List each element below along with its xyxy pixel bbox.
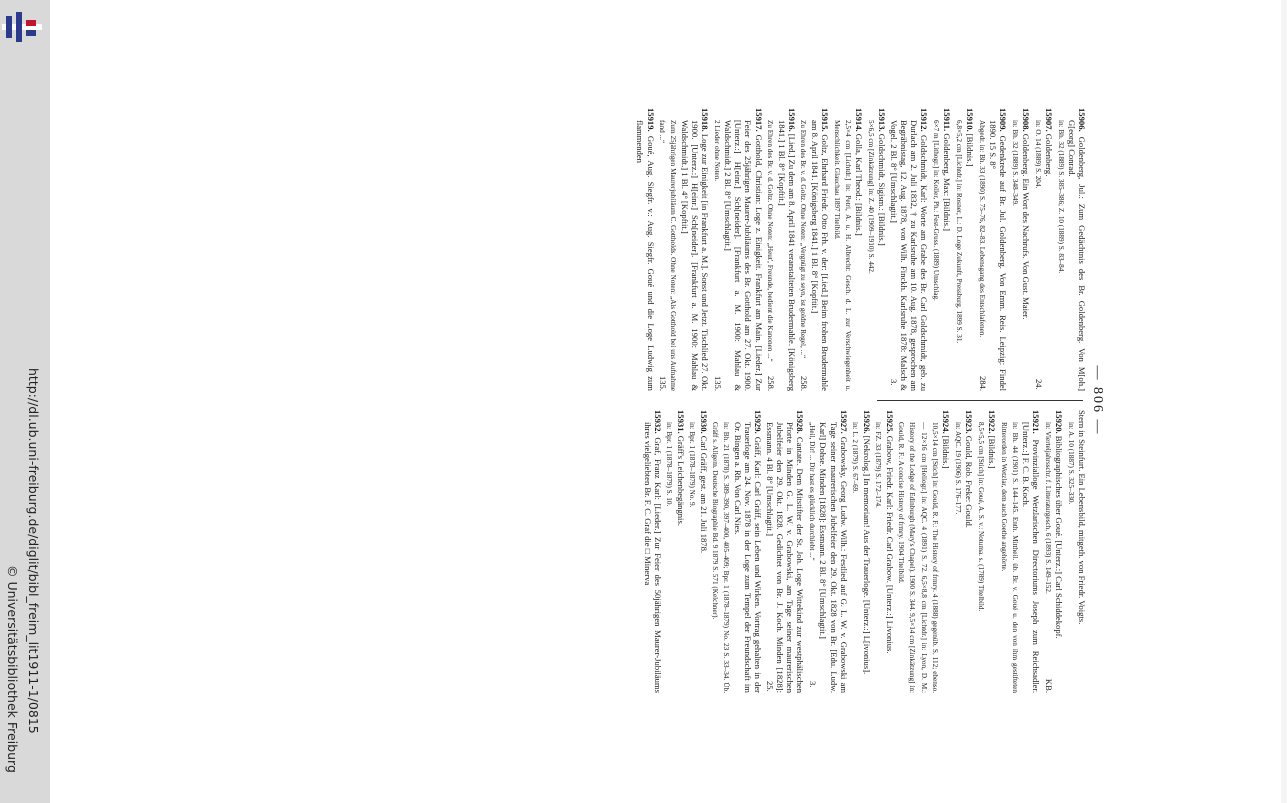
bibliography-entry (657, 108, 710, 391)
entry-text: Loge zur Einigkeit [in Frankfurt a. M.]. Sonst und Jetzt. Tischlied 27. Okt. 1900. [Unterz.:] H[einr.] Sch[neider]. [Frankfurt a. M. 1900: Mahlau & Waldschmidt.] 1 Bl. 4° [Kopftit.] (679, 120, 711, 391)
entry-text: Grabowsky, Georg Ludw. Wilh.: Festlied auf G. L. W. v. Grabowski am Tage seiner maurerischen Jubelfeier den 29. Okt. 1828 von Br. [Edu. Ludw. Karl] Dohse. Minden [1828]: Essmann. 2 Bl. 8° [Umschlagtit.] (818, 422, 849, 693)
entry-number: 15925. (884, 410, 895, 436)
entry-shelfmark: KB. (1043, 678, 1054, 693)
bibliography-entry (998, 410, 1041, 693)
entry-text: [Bildnis.] (986, 435, 997, 469)
entry-note: in: Bh. 32 (1889) S. 348–349. (1010, 120, 1019, 206)
entry-text: Gotthold, Christian: Loge z. Einigkeit. Frankfurt am Main. [Lieder.] Zur Feier des 25jährigen Maurer-Jubiläums des Br. Gotthold am 27. Okt. 1900. [Unterz.:] H[einr.] Sch[neider]. [Frankfurt a. M. 1900: Mahlau & Waldschmidt.] 2 Bl. 8° [Umschlagtit.] (723, 120, 764, 392)
entry-text: Goldenberg, Jul.: Zum Gedächtnis des Br. Goldenberg. Von M[oh.] G[eorg] Conrad. (1066, 120, 1087, 391)
bibliography-entry (1043, 410, 1064, 693)
entry-note: in: Bh. 21 (1878) S. 389–390, 397–400, 405–409; Bpr. 1 (1878–1879) No. 23 S. 33–34. Üb. Gräff s. Allgem. Deutsche Biographie Bd. 9 1879 S. 571 (Kelchner). (711, 422, 731, 693)
entry-text: Gould, Rob. Freke: Gould. (963, 435, 974, 528)
entry-number: 15915. (819, 108, 830, 135)
entry-number: 15907. (1043, 108, 1054, 134)
entry-text: [Nekrolog.] In memoriam! Aus der Trauerloge. [Unterz.:] L[ivonius]. (861, 435, 872, 675)
entry-text: Bibliographisches über Goué. [Unterz.:] Carl Schiddekopf. (1054, 435, 1065, 639)
column-divider (877, 400, 1083, 401)
bibliography-entry (765, 108, 797, 391)
entry-note: 10,5×14 cm [Stich] in: Gould, R. F.: The History of frmry. 4 (1888) gegenüb. S. 112; ebenso. — 12×16 cm [Heliogr.] in: AQC. 4 (1891) S. 72. 6,5×8,8 cm [Lichtdr.] in: Lyon, D. M.: History of the Lodge of Edinburgh (Mary's Chapel). 1900 S. 344. 9,5×14 cm [Zinkätzung] in: Gould, R. F.: A concise History of frmry. 1904 Titelbild. (897, 422, 939, 693)
entry-number: 15912. (919, 108, 930, 136)
entry-shelfmark: 258. (799, 375, 810, 391)
right-column (642, 410, 1087, 694)
bibliography-entry (831, 108, 864, 391)
entry-number: 15918. (700, 108, 711, 134)
bibliography-entry (896, 410, 951, 693)
ub-freiburg-logo-icon[interactable] (2, 6, 42, 46)
entry-text: Goué, Aug. Siegfr. v.: Aug. Siegfr. Goué und die Loge Ludwig zum flammenden (635, 120, 656, 391)
bibliography-entry: 15907. Goldenberg. in: O. 14 (1889) S. 204. 24. (1033, 108, 1054, 390)
entry-text: Carl Gräff, gest. am 21. Juli 1878. (698, 435, 709, 554)
entry-number: 15914. (853, 108, 864, 134)
entry-number: 15924. (941, 410, 952, 436)
bibliography-entry (873, 410, 894, 693)
entry-note: 6×7 m [Lithogr.] in: Koller, Ph.: Fest-Gruss. (1889) Umschlag. (931, 120, 940, 301)
bibliography-entry (687, 410, 708, 693)
left-column (635, 108, 1087, 392)
entry-note: in: AQC. 19 (1906) S. 176–177. (953, 422, 962, 515)
bibliography-entry (635, 108, 655, 391)
entry-number: 15921. (1031, 410, 1042, 440)
entry-number: 15920. (1054, 410, 1065, 436)
entry-number: 15906. (1077, 108, 1087, 137)
entry-number: 15926. (861, 410, 872, 436)
entry-number: 15923. (963, 410, 974, 436)
page-content (635, 108, 1105, 694)
copyright-notice: © Universitätsbibliothek Freiburg (5, 565, 20, 773)
entry-note: 5×6,5 cm [Zinkätzung] in: Z. 40 (1909–1910) S. 442. (866, 120, 875, 274)
entry-shelfmark: 135. (658, 375, 669, 391)
entry-number: 15908. (1020, 108, 1031, 134)
entry-note: 2,5×4 cm [Lichtdr.] in: Petri, A. u. H. Albrecht: Gesch. d. L. zur Verschwiegenheit u. Menschlichkeit. Glauchau 1897 Titelbild. (832, 120, 852, 391)
entry-number: 15929. (753, 410, 764, 437)
entry-shelfmark: 258. (766, 375, 777, 391)
entry-note: in: Vierteljahrsschr. f. Litteraturgesch. 6 (1893) S. 149–152. (1043, 422, 1052, 594)
bibliography-entry (798, 108, 830, 391)
bibliography-entry: 15928. Cantate. Dem Mitstifter der St. Joh. Loge Wittekind zur westphälischen Pforte in Minden G. L. W. v. Grabowski, am Tage seiner maurerischen Jubelfeier den 29. Okt. 1828. Gedichtet von Br. J. Koch. Minden [1828]: Essmann. 4 Bl. 8° [Umschlagtit.] 25. (764, 410, 806, 693)
bibliography-entry (850, 410, 871, 693)
bibliography-entry (642, 410, 662, 693)
entry-text: Goltz, Ehrhard Friedr. Otto Frh. v. der: [Lied.] Beim frohen Brudermahle am 8. April 1841. [Königsberg 1841.] 1 Bl. 8° [Kopftit.] (809, 120, 830, 391)
bibliography-entry: 15927. Grabowsky, Georg Ludw. Wilh.: Festlied auf G. L. W. v. Grabowski am Tage seiner maurerischen Jubelfeier den 29. Okt. 1828 von Br. [Edu. Ludw. Karl] Dohse. Minden [1828]: Essmann. 2 Bl. 8° [Umschlagtit.] „Heil, Dir! ... Dir hast es glücklich durchlebt ...“ 3. (808, 410, 849, 693)
entry-shelfmark: 135. (712, 375, 723, 391)
entry-text: [Lied.] Zu dem am 8. April 1841 veranstalteten Brudermahle. [Königsberg 1841.] 1 Bl. 8° [Kopftit.] (776, 120, 797, 391)
page-number: — 806 — (1090, 365, 1105, 436)
entry-note: Zu Ehren des Br. v. d. Goltz. Ohne Noten: „Vergnügt zu seyn, ist goldne Regel, ...“ (799, 120, 808, 359)
entry-text: Gräff's Leichenbegängnis. (675, 435, 686, 526)
entry-text: Goldschmidt, Karl: Worte am Grabe des Br. Carl Goldschmidt, geb. zu Durlach am 2. Juli 1832, † zu Karlsruhe am 10. Aug. 1878, gesprochen am Begräbnistag, 12. Aug. 1878, von Wilh. Finckh. Karlsruhe 1878: Malsch & Vogel. 2 Bl. 8° [Umschlagtit.] (888, 120, 930, 392)
entry-note: Abgedr. in: Bh. 33 (1890) S. 75–76, 82–83. Lebensgang des Entschlafenen. (977, 120, 986, 338)
entry-note: in: O. 14 (1889) S. 204. (1033, 120, 1042, 189)
entry-number: 15910. (964, 108, 975, 134)
scanned-page (635, 108, 1105, 694)
entry-note: 6,8×5,2 cm [Lichtdr.] in: Rosner, L.: D. Loge Zukunft, Pressburg. 1899 S. 31. (954, 120, 963, 344)
entry-number: 15932. (652, 410, 663, 438)
entry-number: 15917. (753, 108, 764, 135)
entry-text: Goldenberg. Ein Wort des Nachrufs. Von Gust. Maier. (1020, 133, 1031, 320)
bibliography-entry (1066, 410, 1087, 693)
viewer-right-edge (1281, 0, 1287, 803)
entry-text: Goldschmidt, Sigism.: [Bildnis.] (876, 133, 887, 246)
entry-note: 2 Lieder ohne Noten. (712, 120, 721, 182)
entry-note: 8,5×5,5 cm [Stich] in: Goué, A. S. v.: Notuma. s. (1789) Titelbild. (976, 422, 985, 612)
entry-number: 15909. (998, 108, 1009, 136)
bibliography-entry (664, 410, 685, 693)
entry-number: 15922. (986, 410, 997, 436)
entry-text: [Bildnis.] (964, 133, 975, 167)
entry-text: Provinzialloge Wetzlarischen Directoriums Joseph zum Reichsadler. [Unterz.:] F. C. B. Koch. (1020, 422, 1042, 694)
entry-note: in: A. 10 (1887) S. 325–330. (1066, 422, 1075, 505)
entry-text: Graf, Franz Karl: [Lieder.] Zur Feier des 50jährigen Maurer-Jubiläums ihres vielgeliebten Br. F. C. Graf die □ Minerva (642, 422, 663, 694)
bibliography-entry (1055, 108, 1087, 391)
entry-number: 15916. (786, 108, 797, 134)
bibliography-entry (865, 108, 886, 391)
entry-text: Grabow, Friedr. Karl: Friedr. Carl Grabow. [Unterz.:] Livonius. (884, 435, 895, 654)
bibliography-entry (976, 108, 1008, 391)
entry-text: Stern in Steinfurt. Ein Lebensbild, mitgeth. von Friedr. Voigts. (1077, 410, 1087, 625)
entry-number: 15930. (698, 410, 709, 436)
entry-note: in: Bpr. 1 (1878–1879) S. 10. (665, 422, 674, 507)
entry-text: Gedenkrede auf Br. Jul. Goldenberg. Von Emm. Reis. Leipzig: Findel 1890. 15 S. 8° (987, 120, 1009, 392)
entry-number: 15931. (675, 410, 686, 436)
bibliography-entry (1010, 108, 1031, 391)
bibliography-entry: 15912. Goldschmidt, Karl: Worte am Grabe des Br. Carl Goldschmidt, geb. zu Durlach am 2. Juli 1832, † zu Karlsruhe am 10. Aug. 1878, gesprochen am Begräbnistag, 12. Aug. 1878, von Wilh. Finckh. Karlsruhe 1878: Malsch & Vogel. 2 Bl. 8° [Umschlagtit.] 3. (888, 108, 930, 392)
entry-note: in: Bh. 44 (1901) S. 144–145. Enth. Mittheil. üb. Br. v. Goué u. den von ihm gestifteten Ritterorden in Wetzlar, dem auch Goethe angehörte. (999, 422, 1019, 693)
bibliography-entry (712, 108, 764, 391)
entry-text: Golla, Karl Theod.: [Bildnis.] (853, 133, 864, 236)
entry-text: Cantate. Dem Mitstifter der St. Joh. Loge Wittekind zur westphälischen Pforte in Minden G. L. W. v. Grabowski, am Tage seiner maurerischen Jubelfeier den 29. Okt. 1828. Gedichtet von Br. J. Koch. Minden [1828]: Essmann. 4 Bl. 8° [Umschlagtit.] (764, 422, 806, 693)
entry-number: 15919. (645, 108, 656, 136)
entry-number: 15911. (942, 108, 953, 134)
entry-text: Gräff, Karl: Carl Gräff, sein Leben und Wirken. Vortrag gehalten in der Trauerloge am 24. Nov. 1878 in der Loge zum Tempel der Freundschaft im Or. Bingen a. Rh. Von Carl Nies. (732, 422, 764, 694)
entry-note: in: L. 2 (1879) S. 67–69. (851, 422, 860, 494)
entry-note: Zum 25jährigen Maurerjubiläum C. Gottholds. Ohne Noten: „Als Gotthold bei uns Aufnahme fand ...“ (658, 120, 678, 391)
entry-note: in: Bh. 32 (1889) S. 385–386; Z. 10 (1889) S. 83–84. (1056, 120, 1065, 274)
entry-shelfmark: 284. (977, 375, 988, 391)
entry-number: 15913. (876, 108, 887, 134)
bibliography-entry (954, 108, 975, 391)
entry-text: [Bildnis.] (941, 435, 952, 469)
entry-number: 15928. (795, 410, 806, 437)
entry-note: in: Bpr. 1 (1878–1879) No. 9. (688, 422, 697, 508)
bibliography-entry (931, 108, 952, 391)
entry-note: „Heil, Dir! ... Dir hast es glücklich durchlebt ...“ (808, 422, 817, 561)
entry-note: in: FZ. 33 (1879) S. 172–174. (874, 422, 883, 508)
bibliography-entry (953, 410, 974, 693)
entry-text: Goldenberg. (1043, 133, 1054, 177)
entry-text: Goldenberg, Max: [Bildnis.] (942, 133, 953, 232)
entry-note: Zu Ehren des Br. v. d. Goltz. Ohne Noten: „Heut', Freunde, bedient die Kanonen ...“ (766, 120, 775, 362)
bibliography-entry (975, 410, 996, 693)
viewer-sidebar (0, 0, 50, 803)
entry-number: 15927. (838, 410, 849, 437)
page-url[interactable]: http://dl.ub.uni-freiburg.de/diglit/bibl_freim_lit1911-1/0815 (26, 368, 41, 734)
bibliography-entry (710, 410, 763, 693)
